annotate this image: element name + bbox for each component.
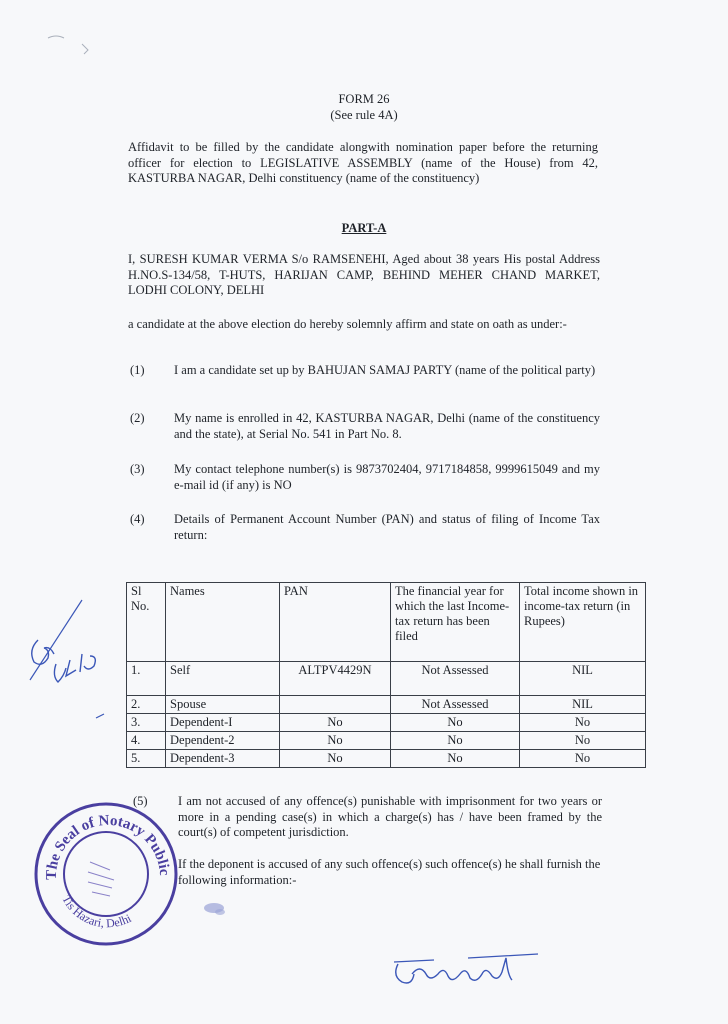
- item-text: My contact telephone number(s) is 9873702404, 9717184858, 9999615049 and my e-mail id (if any) is NO: [174, 462, 600, 492]
- form-rule: (See rule 4A): [330, 107, 398, 122]
- header-total-income: Total income shown in income-tax return (in Rupees): [520, 583, 646, 662]
- pan-table: [126, 582, 646, 768]
- ink-smudge: [200, 898, 230, 920]
- cell-income: No: [520, 732, 646, 750]
- cell-income: No: [520, 714, 646, 732]
- item-text: I am a candidate set up by BAHUJAN SAMAJ PARTY (name of the political party): [174, 363, 596, 377]
- item-text: My name is enrolled in 42, KASTURBA NAGAR, Delhi (name of the constituency and the state), at Serial No. 541 in Part No. 8.: [174, 411, 600, 441]
- table-row: [127, 696, 646, 714]
- margin-pencil-mark: [40, 28, 100, 68]
- handwritten-initial: [20, 590, 130, 730]
- item-number: (4): [130, 512, 145, 526]
- cell-year: No: [391, 732, 520, 750]
- cell-pan: No: [280, 750, 391, 768]
- cell-sl: 5.: [127, 750, 166, 768]
- cell-name: Dependent-2: [166, 732, 280, 750]
- item-number: (5): [133, 794, 148, 808]
- cell-pan: [280, 696, 391, 714]
- intro-paragraph: Affidavit to be filled by the candidate alongwith nomination paper before the returning officer for election to LEGISLATIVE ASSEMBLY (name of the House) from 42, KASTURBA NAGAR, Delhi constituency (name of the constituency): [128, 140, 598, 185]
- cell-year: No: [391, 714, 520, 732]
- form-number: FORM 26: [338, 92, 390, 106]
- header-names: Names: [166, 583, 280, 662]
- cell-pan: No: [280, 732, 391, 750]
- header-sl-no: Sl No.: [127, 583, 166, 662]
- seal-bottom-text: Tis Hazari, Delhi: [59, 892, 134, 931]
- cell-pan: No: [280, 714, 391, 732]
- notary-seal: [32, 800, 180, 948]
- item-number: (1): [130, 363, 145, 377]
- cell-sl: 2.: [127, 696, 166, 714]
- cell-sl: 4.: [127, 732, 166, 750]
- table-row: [127, 714, 646, 732]
- handwritten-signature: [388, 948, 548, 994]
- item-text: Details of Permanent Account Number (PAN) and status of filing of Income Tax return:: [174, 512, 600, 542]
- item-number: (2): [130, 411, 145, 425]
- table-header-row: [127, 583, 646, 662]
- item-number: (3): [130, 462, 145, 476]
- part-heading: PART-A: [341, 221, 387, 235]
- deponent-note: If the deponent is accused of any such offence(s) such offence(s) he shall furnish the following information:-: [178, 857, 601, 887]
- table-row: [127, 662, 646, 696]
- cell-year: Not Assessed: [391, 662, 520, 696]
- cell-sl: 3.: [127, 714, 166, 732]
- cell-name: Dependent-3: [166, 750, 280, 768]
- cell-name: Dependent-I: [166, 714, 280, 732]
- affirmation-paragraph: a candidate at the above election do hereby solemnly affirm and state on oath as under:-: [128, 317, 567, 331]
- cell-year: No: [391, 750, 520, 768]
- header-financial-year: The financial year for which the last Income-tax return has been filed: [391, 583, 520, 662]
- form-title: [0, 92, 728, 123]
- cell-name: Self: [166, 662, 280, 696]
- table-row: [127, 732, 646, 750]
- cell-income: No: [520, 750, 646, 768]
- item-text: I am not accused of any offence(s) punishable with imprisonment for two years or more in a pending case(s) in which a charge(s) has / have been framed by the court(s) of competent jurisdiction.: [178, 794, 602, 839]
- table-row: [127, 750, 646, 768]
- cell-pan: ALTPV4429N: [280, 662, 391, 696]
- cell-income: NIL: [520, 662, 646, 696]
- declarant-paragraph: I, SURESH KUMAR VERMA S/o RAMSENEHI, Aged about 38 years His postal Address H.NO.S-134/58, T-HUTS, HARIJAN CAMP, BEHIND MEHER CHAND MARKET, LODHI COLONY, DELHI: [128, 252, 600, 297]
- cell-income: NIL: [520, 696, 646, 714]
- cell-year: Not Assessed: [391, 696, 520, 714]
- cell-name: Spouse: [166, 696, 280, 714]
- cell-sl: 1.: [127, 662, 166, 696]
- header-pan: PAN: [280, 583, 391, 662]
- seal-ring-text: The Seal of Notary Public: [43, 812, 173, 881]
